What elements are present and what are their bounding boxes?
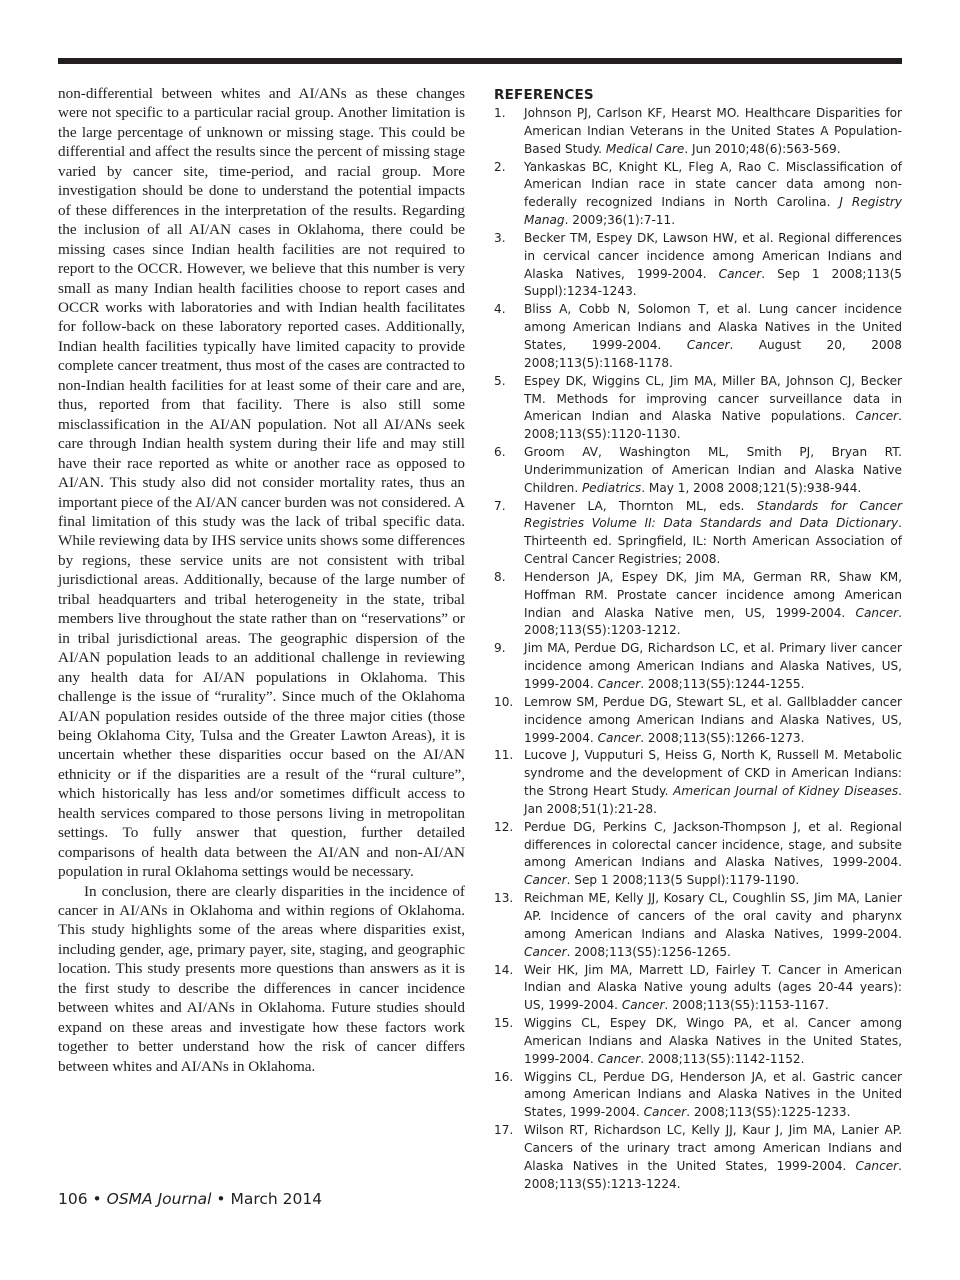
citation-details: . 2008;113(S5):1203-1212. [524,605,902,638]
citation-journal: Cancer [718,266,762,281]
citation-journal: Cancer [597,1051,641,1066]
citation-journal: Cancer [855,1158,899,1173]
citation-journal: Cancer [855,605,899,620]
reference-number: 10. [494,694,514,709]
reference-citation [524,1015,902,1069]
references-heading: REFERENCES [494,87,594,103]
reference-number: 9. [494,641,506,656]
reference-item [494,747,902,818]
page-number: 106 [58,1190,88,1208]
reference-item [494,640,902,694]
citation-details: . August 20, 2008 2008;113(5):1168-1178. [524,337,902,370]
reference-number: 4. [494,302,506,317]
citation-authors-title: Perdue DG, Perkins C, Jackson-Thompson J, et al. Regional differences in colorectal cancer incidence, stage, and subsite among American Indians and Alaska Natives, 1999-2004. [524,819,902,870]
citation-details: . Jun 2010;48(6):563-569. [684,141,841,156]
reference-number: 16. [494,1069,514,1084]
reference-number: 17. [494,1123,514,1138]
reference-citation [524,694,902,748]
reference-number: 3. [494,230,506,245]
reference-item [494,498,902,569]
citation-authors-title: Henderson JA, Espey DK, Jim MA, German RR, Shaw KM, Hoffman RM. Prostate cancer incidence among American Indian and Alaska Native men, US, 1999-2004. [524,569,902,620]
reference-item [494,1015,902,1069]
citation-details: . 2008;113(S5):1244-1255. [640,677,805,691]
footer-separator: • [92,1190,102,1208]
citation-details: . 2009;36(1):7-11. [564,213,676,228]
reference-citation [524,105,902,159]
journal-name: OSMA Journal [106,1190,212,1208]
citation-authors-title: Becker TM, Espey DK, Lawson HW, et al. Regional differences in cervical cancer incidence among American Indians and Alaska Natives, 1999-2004. [524,230,902,281]
reference-item [494,105,902,159]
reference-item [494,301,902,372]
body-text-column [58,84,465,1076]
citation-journal: Medical Care [605,141,685,156]
citation-details: . 2008;113(S5):1142-1152. [640,1051,805,1066]
citation-authors-title: Reichman ME, Kelly JJ, Kosary CL, Coughlin SS, Jim MA, Lanier AP. Incidence of cancers of the oral cavity and pharynx among American Indians and Alaska Natives, 1999-2004. [524,891,902,941]
page-footer [58,1190,322,1208]
citation-journal: Cancer [686,337,730,352]
citation-authors-title: Havener LA, Thornton ML, eds. [524,498,757,513]
reference-item [494,1122,902,1193]
reference-item [494,1069,902,1123]
citation-authors-title: Jim MA, Perdue DG, Richardson LC, et al. Primary liver cancer incidence among American Indians and Alaska Natives, US, 1999-2004. [524,641,902,691]
reference-number: 1. [494,106,506,120]
citation-journal: Cancer [621,998,665,1013]
reference-citation [524,159,902,230]
citation-details: . 2008;113(S5):1153-1167. [664,998,829,1013]
reference-citation [524,1069,902,1123]
conclusion-paragraph: In conclusion, there are clearly disparities in the incidence of cancer in AI/ANs in Oklahoma and within regions of Oklahoma. This study highlights some of the areas where disparities exist, including gender, age, primary payer, site, staging, and geographic location. This study presents more questions than answers as it is the first study to describe the differences in cancer incidence between whites and AI/ANs in Oklahoma. Future studies should expand on these areas and investigate how these factors work together to better understand how the risk of cancer differs between whites and AI/ANs in Oklahoma. [58,882,465,1075]
reference-number: 12. [494,819,514,834]
reference-number: 14. [494,962,514,977]
reference-number: 2. [494,159,506,174]
citation-authors-title: Weir HK, Jim MA, Marrett LD, Fairley T. Cancer in American Indian and Alaska Native young adults (ages 20-44 years): US, 1999-2004. [524,962,902,1013]
reference-item [494,230,902,301]
citation-details: . Thirteenth ed. Springfield, IL: North American Association of Central Cancer Registries; 2008. [524,516,902,567]
citation-journal: American Journal of Kidney Diseases [673,784,899,799]
reference-item [494,694,902,748]
citation-journal: Standards for Cancer Registries Volume II: Data Standards and Data Dictionary [524,498,902,531]
reference-citation [524,640,902,694]
citation-authors-title: Johnson PJ, Carlson KF, Hearst MO. Healthcare Disparities for American Indian Veterans in the United States A Population-Based Study. [524,106,902,156]
citation-journal: Cancer [597,730,641,745]
reference-item [494,444,902,498]
reference-item [494,819,902,890]
reference-citation [524,498,902,569]
reference-citation [524,230,902,301]
citation-authors-title: Wiggins CL, Perdue DG, Henderson JA, et al. Gastric cancer among American Indians and Alaska Natives in the United States, 1999-2004. [524,1069,902,1120]
reference-citation [524,890,902,961]
reference-number: 8. [494,569,506,584]
citation-details: . 2008;113(S5):1256-1265. [566,944,731,959]
header-rule [58,58,902,64]
reference-number: 11. [494,748,514,763]
reference-list [494,105,902,1193]
reference-citation [524,373,902,444]
body-paragraph: non-differential between whites and AI/ANs as these changes were not specific to a particular racial group. Another limitation is the large percentage of unknown or missing stage. This could be differential and affect the results since the percent of missing stage varied by cancer site, time-period, and racial group. More investigation should be done to understand the potential impacts of these differences in the interpretation of the results. Regarding the inclusion of all AI/AN cases in Oklahoma, there could be missing cases since Indian health facilities are not required to report to the OCCR. However, we believe that this number is very small as many Indian health facilities choose to report cases and OCCR works with laboratories and with Indian health facilitates for follow-back on these laboratory reported cases. Additionally, Indian health facilities typically have limited capacity to provide complete cancer treatment, thus most of the cases are contracted to non-Indian health facilities for at least some of their care and are, thus, reported from that facility. There is also still some misclassification in the AI/AN population. Not all AI/ANs seek care through Indian health system during their life and may still have their race reported as white or another race as opposed to AI/AN. This study also did not consider mortality rates, thus an important piece of the AI/AN cancer burden was not considered. A final limitation of this study was the lack of tribal specific data. While reviewing data by IHS service units shows some differences by regions, these service units are not consistent with tribal jurisdictional areas. Additionally, because of the large number of tribal headquarters and tribal heterogeneity in the state, tribal members live throughout the state rather than on “reservations” or in tribal jurisdictional areas. The geographic dispersion of the AI/AN population leads to an additional challenge in reviewing any health data for AI/AN populations in Oklahoma. This challenge is the issue of “rurality”. Since much of the Oklahoma AI/AN population resides outside of the three major cities (those being Oklahoma City, Tulsa and the Greater Lawton Areas), it is uncertain whether these disparities occur based on the AI/AN ethnicity or if the disparities are a result of the “rural culture”, which historically has less and/or sometimes difficult access to health services compared to those persons living in metropolitan settings. To fully answer that question, further detailed comparisons of health data between the AI/AN and non-AI/AN population in rural Oklahoma settings would be necessary. [58,85,465,881]
citation-details: . Jan 2008;51(1):21-28. [524,784,902,816]
reference-citation [524,301,902,372]
reference-item [494,962,902,1016]
reference-citation [524,819,902,890]
citation-details: . Sep 1 2008;113(5 Suppl):1234-1243. [524,266,902,299]
citation-details: . 2008;113(S5):1266-1273. [640,730,805,745]
citation-details: . 2008;113(S5):1213-1224. [524,1158,902,1191]
citation-authors-title: Lucove J, Vupputuri S, Heiss G, North K, Russell M. Metabolic syndrome and the development of CKD in American Indians: the Strong Heart Study. [524,748,902,799]
reference-citation [524,1122,902,1193]
reference-item [494,890,902,961]
citation-journal: Cancer [524,873,567,888]
citation-journal: Cancer [524,944,567,959]
reference-number: 6. [494,445,506,460]
citation-journal: Cancer [597,677,641,691]
reference-number: 5. [494,373,506,388]
citation-journal: Cancer [855,409,899,424]
reference-number: 7. [494,498,506,513]
reference-number: 13. [494,891,514,906]
references-column [494,86,902,1193]
reference-citation [524,747,902,818]
reference-number: 15. [494,1016,514,1031]
citation-details: . Sep 1 2008;113(5 Suppl):1179-1190. [566,873,800,888]
citation-authors-title: Wiggins CL, Espey DK, Wingo PA, et al. Cancer among American Indians and Alaska Natives in the United States, 1999-2004. [524,1016,902,1066]
citation-details: . 2008;113(S5):1120-1130. [524,409,902,442]
reference-item [494,373,902,444]
reference-item [494,569,902,640]
footer-separator: • [216,1190,226,1208]
citation-authors-title: Bliss A, Cobb N, Solomon T, et al. Lung cancer incidence among American Indians and Alaska Natives in the United States, 1999-2004. [524,302,902,352]
citation-authors-title: Wilson RT, Richardson LC, Kelly JJ, Kaur J, Jim MA, Lanier AP. Cancers of the urinary tract among American Indians and Alaska Natives in the United States, 1999-2004. [524,1123,902,1173]
citation-journal: Cancer [643,1105,687,1120]
citation-authors-title: Lemrow SM, Perdue DG, Stewart SL, et al. Gallbladder cancer incidence among American Indians and Alaska Natives, US, 1999-2004. [524,694,902,745]
reference-citation [524,962,902,1016]
reference-item [494,159,902,230]
citation-authors-title: Groom AV, Washington ML, Smith PJ, Bryan RT. Underimmunization of American Indian and Alaska Native Children. [524,445,902,495]
issue-date: March 2014 [230,1190,323,1208]
reference-citation [524,444,902,498]
citation-authors-title: Yankaskas BC, Knight KL, Fleg A, Rao C. Misclassification of American Indian race in state cancer data among non-federally recognized Indians in North Carolina. [524,159,902,210]
citation-journal: Pediatrics [582,480,642,495]
reference-citation [524,569,902,640]
citation-details: . 2008;113(S5):1225-1233. [686,1105,851,1120]
citation-details: . May 1, 2008 2008;121(5):938-944. [641,480,862,495]
citation-authors-title: Espey DK, Wiggins CL, Jim MA, Miller BA, Johnson CJ, Becker TM. Methods for improving cancer surveillance data in American Indian and Alaska Native populations. [524,373,902,424]
citation-journal: J Registry Manag [524,195,902,228]
